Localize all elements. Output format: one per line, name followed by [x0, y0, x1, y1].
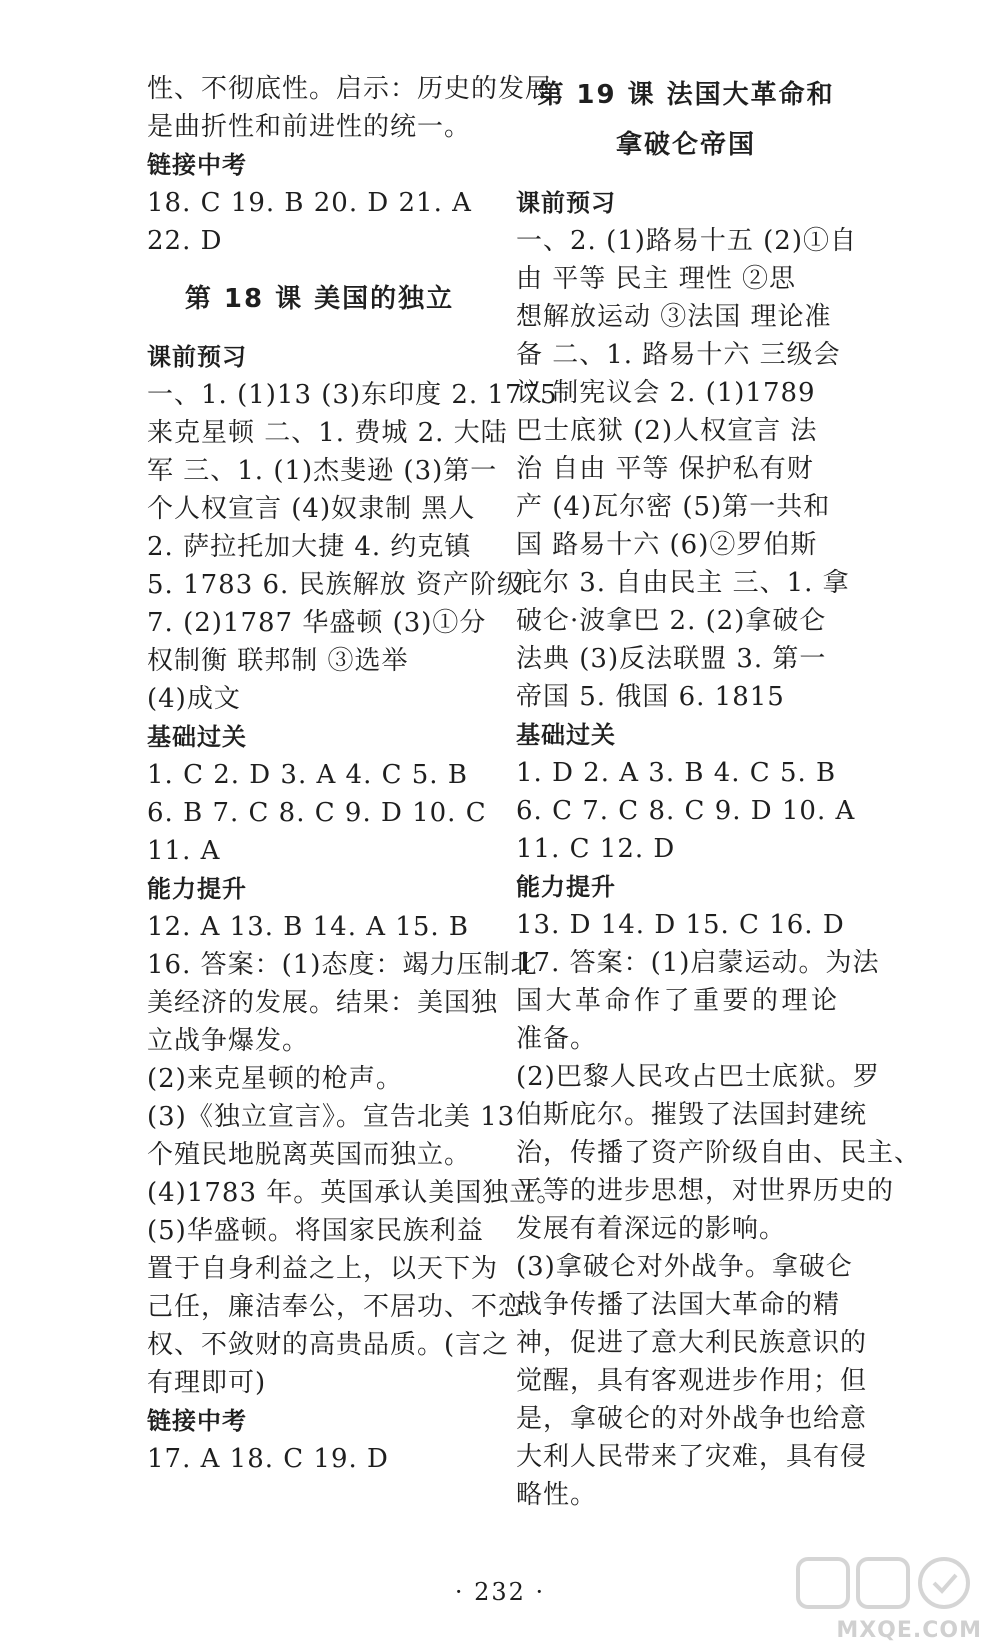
text-line: 庇尔 3. 自由民主 三、1. 拿	[516, 568, 850, 598]
text-line: 巴士底狱 (2)人权宣言 法	[516, 416, 818, 446]
text-line: 权制衡 联邦制 ③选举	[147, 646, 409, 676]
text-line: 5. 1783 6. 民族解放 资产阶级	[147, 570, 524, 600]
text-line: 备 二、1. 路易十六 三级会	[516, 340, 841, 370]
answer-line: 11. C 12. D	[516, 834, 676, 864]
text-line: 略性。	[516, 1480, 598, 1510]
text-line: 准备。	[516, 1024, 598, 1054]
text-line: 权、不敛财的高贵品质。(言之	[147, 1330, 510, 1360]
text-line: 立战争爆发。	[147, 1026, 310, 1056]
answer-line: 17. A 18. C 19. D	[147, 1444, 389, 1474]
text-line: (3)拿破仑对外战争。拿破仑	[516, 1252, 853, 1282]
lesson-18-title: 第 18 课 美国的独立	[184, 284, 455, 314]
text-line: 产 (4)瓦尔密 (5)第一共和	[516, 492, 831, 522]
section-heading-basic: 基础过关	[516, 721, 616, 749]
text-line: (3)《独立宣言》。宣告北美 13	[147, 1102, 516, 1132]
text-line: 置于自身利益之上，以天下为	[147, 1254, 499, 1284]
text-line: (4)成文	[147, 684, 241, 714]
answer-line: 11. A	[147, 836, 221, 866]
text-line: 觉醒，具有客观进步作用；但	[516, 1366, 868, 1396]
text-line: 一、1. (1)13 (3)东印度 2. 1775	[147, 380, 558, 410]
text-line: 治，传播了资产阶级自由、民主、	[516, 1138, 922, 1168]
text-line: 国大革命作了重要的理论	[516, 986, 841, 1016]
answer-line: 18. C 19. B 20. D 21. A	[147, 188, 472, 218]
text-line: 美经济的发展。结果：美国独	[147, 988, 499, 1018]
text-line: 议 制宪议会 2. (1)1789	[516, 378, 816, 408]
section-heading-link-exam: 链接中考	[147, 151, 247, 179]
text-line: 一、2. (1)路易十五 (2)①自	[516, 226, 857, 256]
text-line: 性、不彻底性。启示：历史的发展	[147, 74, 553, 104]
text-line: 己任，廉洁奉公，不居功、不恋	[147, 1292, 526, 1322]
text-line: 战争传播了法国大革命的精	[516, 1290, 841, 1320]
answer-logo-icon	[794, 1553, 974, 1613]
text-line: 国 路易十六 (6)②罗伯斯	[516, 530, 818, 560]
text-line: (4)1783 年。英国承认美国独立。	[147, 1178, 564, 1208]
right-column	[516, 70, 922, 1514]
answer-line: 13. D 14. D 15. C 16. D	[516, 910, 845, 940]
text-line: 治 自由 平等 保护私有财	[516, 454, 814, 484]
text-line: 大利人民带来了灾难，具有侵	[516, 1442, 868, 1472]
section-heading-preview: 课前预习	[516, 189, 616, 217]
watermark-text: MXQE.COM	[836, 1618, 982, 1643]
text-line: 个人权宣言 (4)奴隶制 黑人	[147, 494, 476, 524]
text-line: 军 三、1. (1)杰斐逊 (3)第一	[147, 456, 498, 486]
text-line: (2)巴黎人民攻占巴士底狱。罗	[516, 1062, 880, 1092]
text-line: 7. (2)1787 华盛顿 (3)①分	[147, 608, 487, 638]
text-line: (5)华盛顿。将国家民族利益	[147, 1216, 484, 1246]
text-line: 是曲折性和前进性的统一。	[147, 112, 472, 142]
section-heading-ability: 能力提升	[147, 875, 247, 903]
section-heading-preview: 课前预习	[147, 343, 247, 371]
text-line: 个殖民地脱离英国而独立。	[147, 1140, 472, 1170]
answer-line: 12. A 13. B 14. A 15. B	[147, 912, 470, 942]
answer-line: 6. C 7. C 8. C 9. D 10. A	[516, 796, 856, 826]
answer-line: 1. C 2. D 3. A 4. C 5. B	[147, 760, 468, 790]
text-line: 来克星顿 二、1. 费城 2. 大陆	[147, 418, 508, 448]
answer-line: 6. B 7. C 8. C 9. D 10. C	[147, 798, 487, 828]
text-line: 发展有着深远的影响。	[516, 1214, 787, 1244]
text-line: 神，促进了意大利民族意识的	[516, 1328, 868, 1358]
text-line: 破仑·波拿巴 2. (2)拿破仑	[516, 606, 827, 636]
text-line: 17. 答案：(1)启蒙运动。为法	[516, 948, 880, 978]
answer-line: 1. D 2. A 3. B 4. C 5. B	[516, 758, 837, 788]
text-line: 有理即可)	[147, 1368, 267, 1398]
section-heading-ability: 能力提升	[516, 873, 616, 901]
text-line: 2. 萨拉托加大捷 4. 约克镇	[147, 532, 472, 562]
page-number: · 232 ·	[454, 1578, 546, 1606]
text-line: 法典 (3)反法联盟 3. 第一	[516, 644, 827, 674]
text-line: 由 平等 民主 理性 ②思	[516, 264, 797, 294]
answer-line: 22. D	[147, 226, 223, 256]
lesson-19-title-line2: 拿破仑帝国	[615, 130, 756, 160]
section-heading-basic: 基础过关	[147, 723, 247, 751]
text-line: 伯斯庇尔。摧毁了法国封建统	[516, 1100, 868, 1130]
text-line: 是，拿破仑的对外战争也给意	[516, 1404, 868, 1434]
watermark	[782, 1553, 982, 1643]
text-line: 16. 答案：(1)态度：竭力压制北	[147, 950, 538, 980]
lesson-19-title-line1: 第 19 课 法国大革命和	[537, 80, 835, 110]
section-heading-link-exam: 链接中考	[147, 1407, 247, 1435]
text-line: 想解放运动 ③法国 理论准	[516, 302, 832, 332]
text-line: 平等的进步思想，对世界历史的	[516, 1176, 895, 1206]
text-line: (2)来克星顿的枪声。	[147, 1064, 403, 1094]
text-line: 帝国 5. 俄国 6. 1815	[516, 682, 785, 712]
